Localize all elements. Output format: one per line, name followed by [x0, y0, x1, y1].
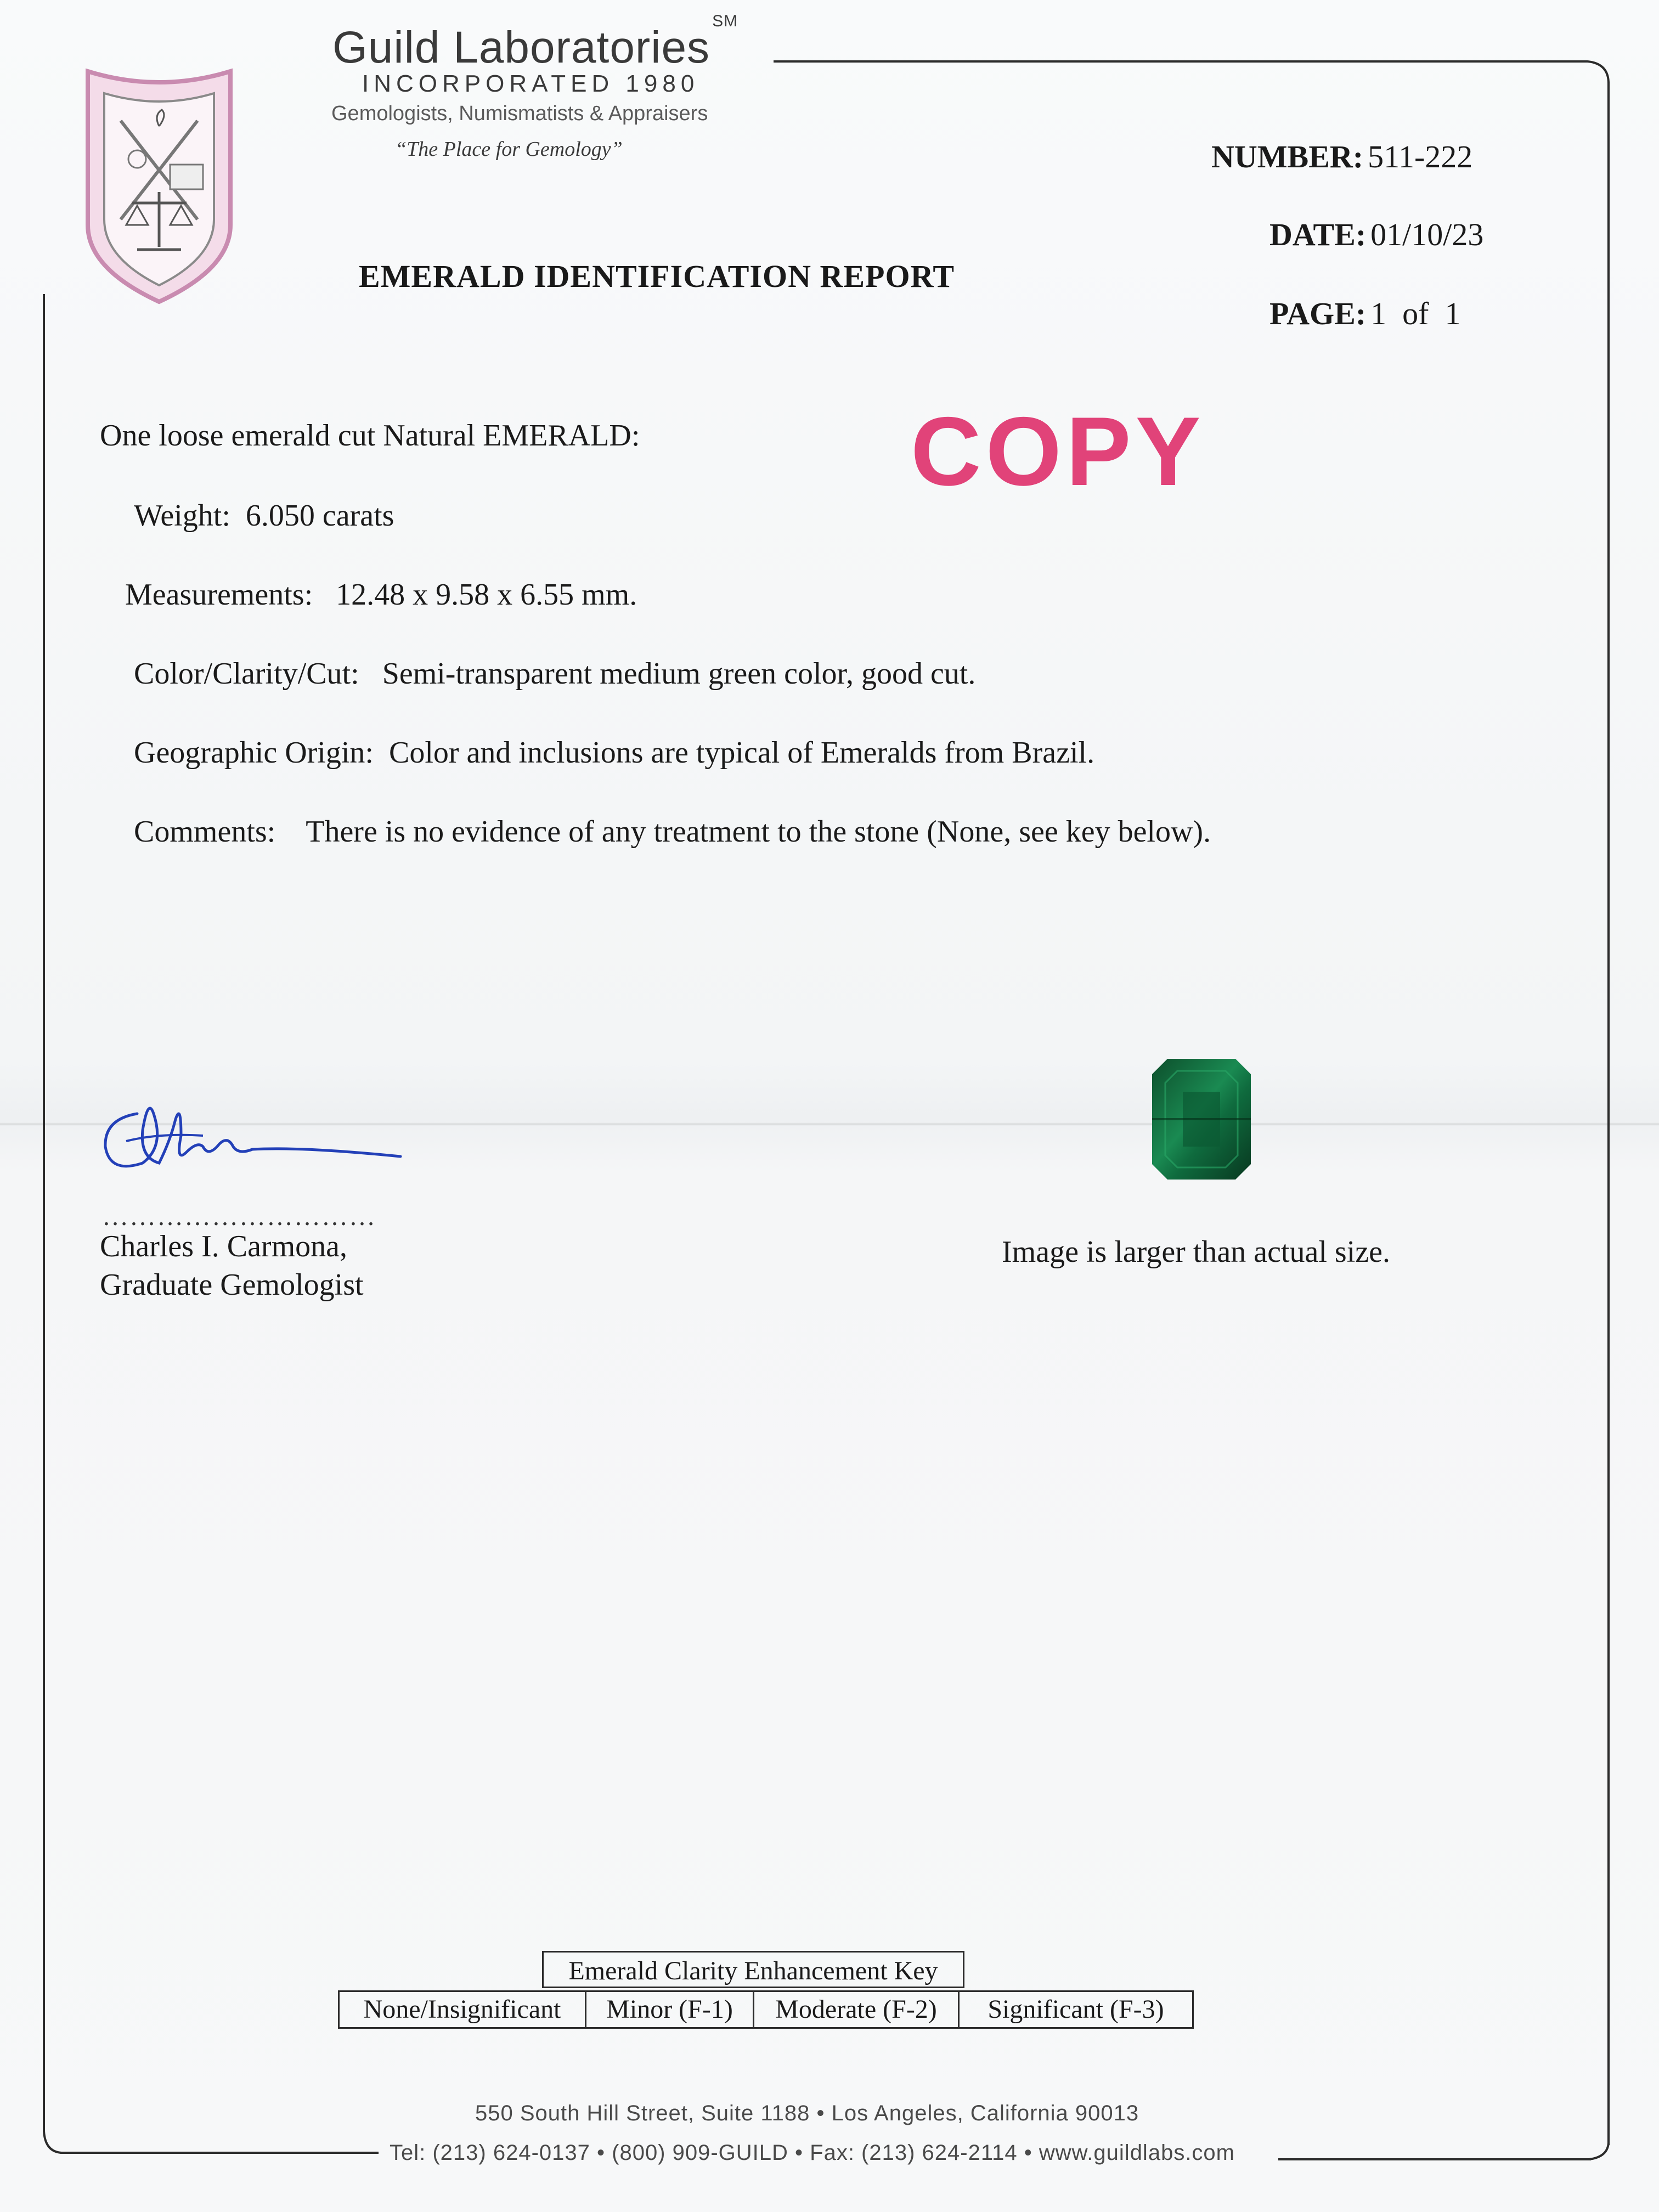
lab-tagline: “The Place for Gemology” [395, 138, 623, 161]
origin-line [134, 735, 1094, 770]
measurements-label: Measurements: [125, 578, 313, 612]
measurements-value: 12.48 x 9.58 x 6.55 mm. [336, 578, 637, 612]
key-cell-significant: Significant (F-3) [958, 1990, 1194, 2029]
clarity-key-title: Emerald Clarity Enhancement Key [542, 1951, 964, 1988]
comments-line [134, 814, 1211, 849]
key-cell-moderate: Moderate (F-2) [753, 1990, 958, 2029]
lab-name: Guild Laboratories℠ [332, 12, 738, 72]
report-page: PAGE: 1 of 1 [1269, 296, 1461, 331]
lab-incorporated: INCORPORATED 1980 [362, 70, 699, 97]
origin-value: Color and inclusions are typical of Emeralds from Brazil. [388, 736, 1095, 770]
footer-contact: Tel: (213) 624-0137 • (800) 909-GUILD • Fax: (213) 624-2114 • www.guildlabs.com [390, 2141, 1235, 2165]
clarity-key-row [338, 1990, 1194, 2029]
origin-label: Geographic Origin: [134, 736, 374, 770]
color-line [134, 656, 975, 691]
color-label: Color/Clarity/Cut: [134, 657, 359, 691]
report-number: NUMBER: 511-222 [1211, 139, 1473, 174]
signature-line: ………………………… [102, 1202, 376, 1231]
guild-crest-logo [77, 60, 241, 313]
intro-line: One loose emerald cut Natural EMERALD: [100, 419, 640, 453]
copy-stamp: COPY [911, 397, 1205, 506]
footer-address: 550 South Hill Street, Suite 1188 • Los Angeles, California 90013 [475, 2101, 1139, 2125]
key-cell-none: None/Insignificant [338, 1990, 585, 2029]
signer-name: Charles I. Carmona, [100, 1229, 347, 1263]
emerald-photo [1152, 1059, 1251, 1180]
measurements-line [125, 577, 637, 612]
lab-subtitle: Gemologists, Numismatists & Appraisers [331, 102, 708, 125]
report-date: DATE: 01/10/23 [1269, 217, 1484, 252]
signer-title: Graduate Gemologist [100, 1268, 364, 1302]
comments-label: Comments: [134, 815, 276, 849]
image-caption: Image is larger than actual size. [1002, 1235, 1390, 1269]
weight-line [134, 498, 394, 533]
key-cell-minor: Minor (F-1) [585, 1990, 753, 2029]
weight-value: 6.050 carats [245, 499, 394, 533]
comments-value: There is no evidence of any treatment to the stone (None, see key below). [306, 815, 1211, 849]
weight-label: Weight: [134, 499, 230, 533]
report-title: EMERALD IDENTIFICATION REPORT [359, 258, 955, 294]
color-value: Semi-transparent medium green color, good cut. [382, 657, 976, 691]
handwritten-signature [93, 1081, 411, 1190]
